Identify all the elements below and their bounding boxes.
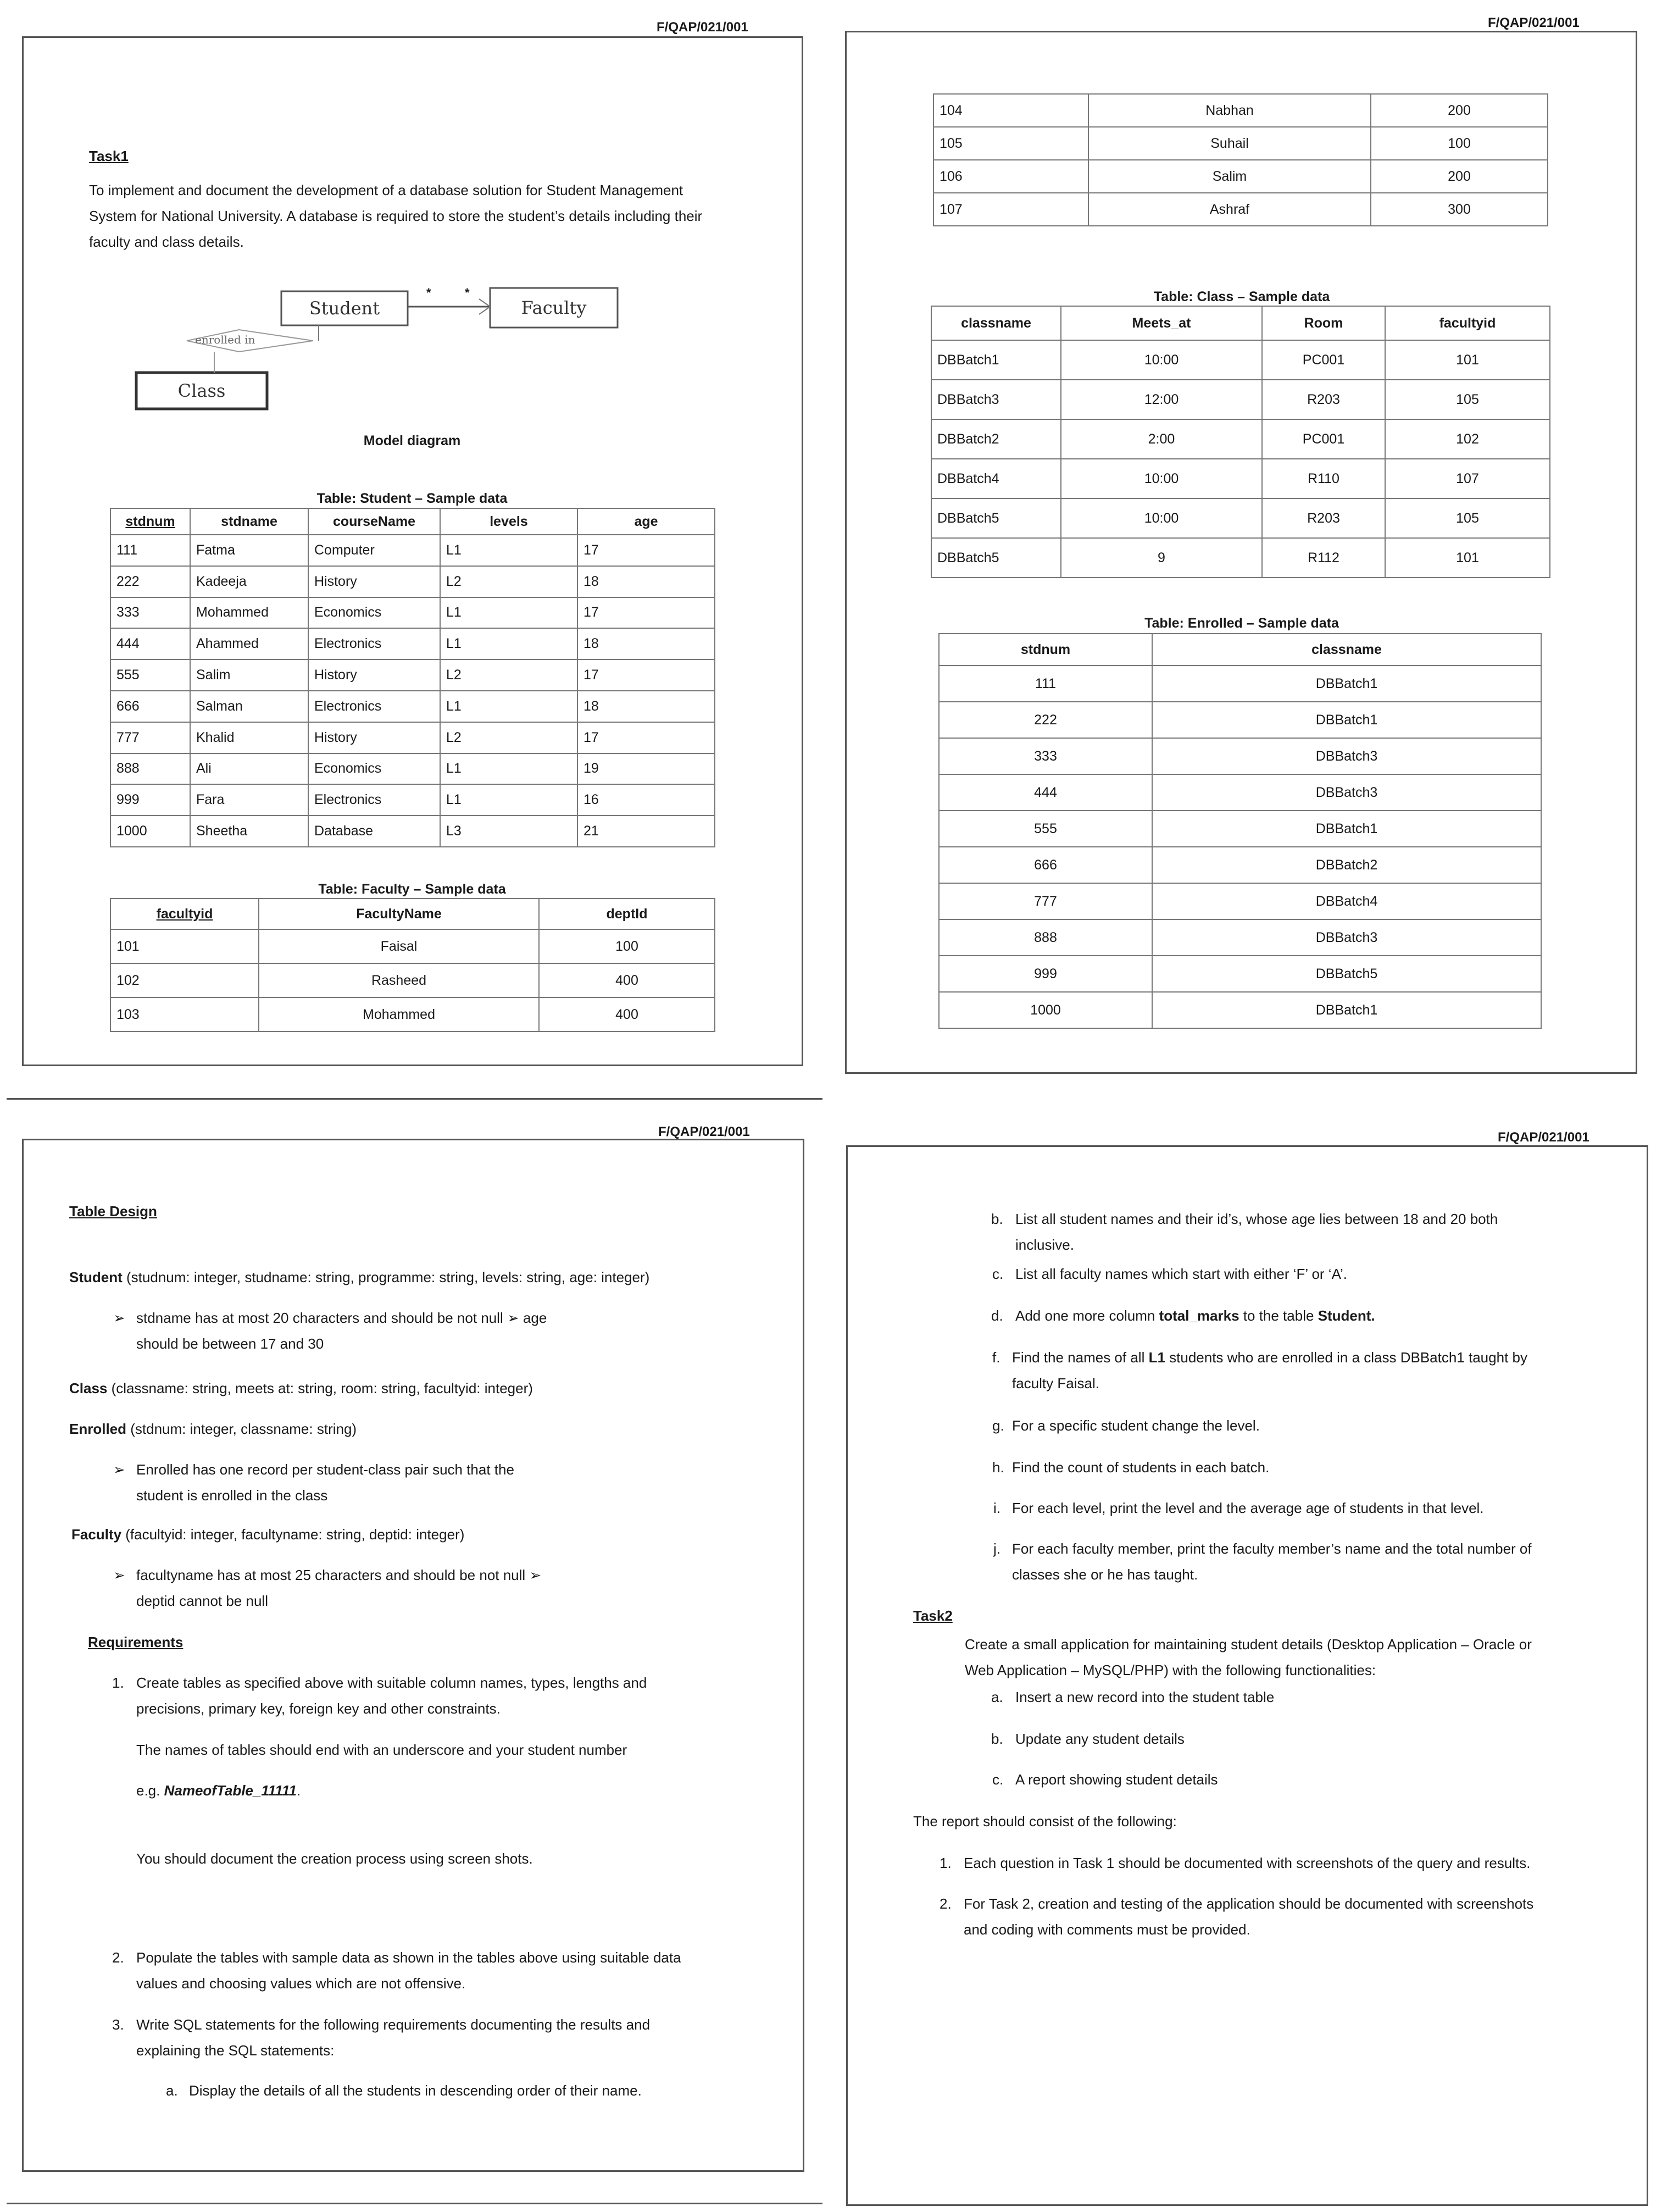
table-cell: 102 [1385,419,1550,459]
faculty-table [110,898,715,1032]
table-row [939,738,1541,774]
form-code: F/QAP/021/001 [657,20,748,35]
table-row [933,193,1548,226]
table-cell: Ahammed [190,628,308,659]
table-cell: 100 [539,929,715,963]
faculty-constraint: facultyname has at most 25 characters and should be not null ➢ [136,1567,542,1583]
page-divider [7,1098,822,1100]
table-cell: L1 [440,691,577,722]
faculty-table-caption: Table: Faculty – Sample data [318,882,506,897]
table-cell: 888 [110,753,190,785]
table-cell: DBBatch5 [931,538,1061,578]
table-cell: 333 [110,597,190,629]
table-cell: DBBatch3 [1152,919,1541,956]
list-letter: g. [992,1417,1004,1434]
requirement-3: Write SQL statements for the following requirements documenting the results and [136,2016,651,2033]
requirement-2: values and choosing values which are not offensive. [136,1975,466,1992]
requirement-2: Populate the tables with sample data as shown in the tables above using suitable data [136,1949,681,1966]
table-cell: L2 [440,566,577,597]
table-row [110,963,715,997]
list-letter: d. [991,1307,1003,1324]
requirement-1-doc: You should document the creation process using screen shots. [136,1850,533,1867]
form-code: F/QAP/021/001 [1488,15,1580,30]
table-cell: 21 [577,816,715,847]
table-cell: Rasheed [259,963,539,997]
task1-title: Task1 [89,148,129,164]
list-letter: h. [992,1459,1004,1476]
question-d: Add one more column total_marks to the table Student. [1015,1307,1375,1324]
table-design-title: Table Design [69,1203,157,1219]
table-cell: DBBatch1 [1152,811,1541,847]
student-constraint: should be between 17 and 30 [136,1335,324,1352]
table-cell: 107 [1385,459,1550,498]
table-cell: 1000 [939,992,1152,1028]
table-cell: DBBatch2 [1152,847,1541,883]
table-row [110,597,715,629]
question-j: classes she or he has taught. [1012,1566,1198,1583]
table-row [939,847,1541,883]
table-cell: 666 [939,847,1152,883]
intro-line: To implement and document the development of a database solution for Student Management [89,182,683,198]
table-row [110,628,715,659]
table-cell: 777 [939,883,1152,919]
table-cell: 2:00 [1061,419,1262,459]
report-intro: The report should consist of the following: [913,1813,1177,1830]
table-cell: Salman [190,691,308,722]
table-cell: L1 [440,597,577,629]
student-table [110,508,715,847]
bullet-arrow-icon: ➢ [113,1310,125,1326]
table-cell: 10:00 [1061,498,1262,538]
page-divider [7,2203,822,2204]
table-cell: DBBatch1 [931,340,1061,380]
table-cell: 105 [1385,498,1550,538]
table-cell: 106 [933,160,1088,193]
table-row [110,929,715,963]
table-cell: R203 [1262,498,1385,538]
table-cell: Ali [190,753,308,785]
table-cell: 400 [539,997,715,1032]
table-cell: History [308,659,440,691]
table-cell: 333 [939,738,1152,774]
table-cell: DBBatch4 [1152,883,1541,919]
list-letter: c. [992,1771,1004,1788]
list-number: 2. [112,1949,124,1966]
table-cell: Computer [308,535,440,566]
table-cell: Suhail [1088,127,1371,160]
table-cell: Faisal [259,929,539,963]
table-cell: 17 [577,659,715,691]
table-row [939,992,1541,1028]
table-cell: Sheetha [190,816,308,847]
table-cell: 19 [577,753,715,785]
table-row [939,919,1541,956]
task2-description: Create a small application for maintaining student details (Desktop Application – Oracle or [965,1636,1532,1653]
student-schema: Student (studnum: integer, studname: string, programme: string, levels: string, age: integer) [69,1269,650,1285]
column-header: FacultyName [259,899,539,929]
table-row [939,883,1541,919]
table-cell: 105 [933,127,1088,160]
table-cell: Salim [190,659,308,691]
list-number: 3. [112,2016,124,2033]
table-row [110,566,715,597]
table-cell: Mohammed [190,597,308,629]
table-cell: 200 [1371,94,1548,127]
table-cell: Database [308,816,440,847]
table-row [933,160,1548,193]
class-table [931,306,1550,578]
table-cell: 101 [1385,538,1550,578]
table-cell: 12:00 [1061,380,1262,419]
table-row [931,538,1550,578]
list-letter: i. [993,1500,1000,1516]
table-cell: 10:00 [1061,459,1262,498]
multiplicity-left: * [426,286,431,300]
table-cell: 444 [939,774,1152,811]
table-cell: 105 [1385,380,1550,419]
table-cell: 666 [110,691,190,722]
table-cell: Fara [190,784,308,816]
column-header: levels [440,508,577,535]
student-constraint: stdname has at most 20 characters and should be not null ➢ age [136,1310,547,1326]
intro-line: faculty and class details. [89,234,244,250]
table-row [931,340,1550,380]
table-cell: 101 [110,929,259,963]
table-cell: DBBatch3 [931,380,1061,419]
table-cell: L1 [440,784,577,816]
list-letter: b. [991,1731,1003,1747]
table-row [110,784,715,816]
list-letter: a. [166,2082,178,2099]
table-cell: L3 [440,816,577,847]
enrolled-table-caption: Table: Enrolled – Sample data [1144,616,1339,631]
table-cell: 16 [577,784,715,816]
faculty-constraint: deptid cannot be null [136,1593,268,1609]
table-cell: 777 [110,722,190,753]
table-cell: DBBatch1 [1152,702,1541,738]
class-table-caption: Table: Class – Sample data [1153,289,1330,304]
table-cell: 222 [110,566,190,597]
table-row [931,380,1550,419]
table-cell: R112 [1262,538,1385,578]
table-cell: 555 [110,659,190,691]
table-row [939,702,1541,738]
table-cell: History [308,722,440,753]
student-table-caption: Table: Student – Sample data [316,491,508,506]
table-cell: L2 [440,659,577,691]
column-header: facultyid [1385,306,1550,340]
question-c: List all faculty names which start with either ‘F’ or ‘A’. [1015,1266,1347,1282]
table-cell: 17 [577,535,715,566]
table-cell: DBBatch2 [931,419,1061,459]
bullet-arrow-icon: ➢ [113,1567,125,1583]
intro-line: System for National University. A database is required to store the student’s details including their [89,208,703,224]
student-entity-label: Student [309,298,380,319]
enrolled-constraint: student is enrolled in the class [136,1487,328,1504]
table-cell: 555 [939,811,1152,847]
list-letter: f. [992,1349,1000,1366]
table-cell: 1000 [110,816,190,847]
report-item-1: Each question in Task 1 should be documented with screenshots of the query and results. [964,1855,1531,1871]
task2-c: A report showing student details [1015,1771,1218,1788]
table-cell: 17 [577,722,715,753]
column-header: stdname [190,508,308,535]
table-cell: Ashraf [1088,193,1371,226]
question-i: For each level, print the level and the average age of students in that level. [1012,1500,1484,1516]
table-cell: Economics [308,753,440,785]
table-row [110,691,715,722]
list-letter: a. [991,1689,1003,1705]
table-cell: 104 [933,94,1088,127]
column-header: Meets_at [1061,306,1262,340]
faculty-entity-label: Faculty [521,297,587,318]
table-row [933,127,1548,160]
table-cell: 9 [1061,538,1262,578]
table-cell: R110 [1262,459,1385,498]
column-header: stdnum [939,634,1152,666]
table-cell: DBBatch4 [931,459,1061,498]
task2-a: Insert a new record into the student table [1015,1689,1275,1705]
table-cell: 10:00 [1061,340,1262,380]
class-schema: Class (classname: string, meets at: string, room: string, facultyid: integer) [69,1380,533,1396]
table-cell: Kadeeja [190,566,308,597]
table-cell: DBBatch3 [1152,738,1541,774]
report-item-2: and coding with comments must be provided. [964,1921,1250,1938]
requirement-3: explaining the SQL statements: [136,2042,335,2059]
question-b: List all student names and their id’s, whose age lies between 18 and 20 both [1015,1211,1498,1227]
list-letter: j. [993,1540,1000,1557]
table-cell: 107 [933,193,1088,226]
table-cell: Economics [308,597,440,629]
column-header: Room [1262,306,1385,340]
table-cell: 999 [939,956,1152,992]
column-header: deptId [539,899,715,929]
requirement-1: precisions, primary key, foreign key and other constraints. [136,1700,501,1717]
table-cell: 18 [577,628,715,659]
table-cell: 222 [939,702,1152,738]
report-item-2: For Task 2, creation and testing of the application should be documented with screenshots [964,1895,1534,1912]
question-g: For a specific student change the level. [1012,1417,1260,1434]
table-cell: 444 [110,628,190,659]
table-cell: L1 [440,535,577,566]
table-cell: DBBatch5 [931,498,1061,538]
table-cell: Nabhan [1088,94,1371,127]
task2-title: Task2 [913,1607,953,1624]
question-j: For each faculty member, print the faculty member’s name and the total number of [1012,1540,1532,1557]
table-cell: 101 [1385,340,1550,380]
table-cell: Electronics [308,628,440,659]
table-cell: Electronics [308,691,440,722]
question-b: inclusive. [1015,1237,1074,1253]
table-cell: L1 [440,628,577,659]
table-row [939,666,1541,702]
table-row [939,956,1541,992]
list-letter: b. [991,1211,1003,1227]
list-number: 1. [940,1855,952,1871]
table-cell: Fatma [190,535,308,566]
table-cell: Electronics [308,784,440,816]
faculty-table-continued [933,93,1548,226]
column-header: facultyid [110,899,259,929]
table-cell: R203 [1262,380,1385,419]
table-row [110,997,715,1032]
table-row [110,722,715,753]
table-cell: 18 [577,691,715,722]
table-cell: 400 [539,963,715,997]
column-header: classname [1152,634,1541,666]
table-cell: 103 [110,997,259,1032]
requirement-1-example: e.g. NameofTable_11111. [136,1782,301,1799]
enrolled-constraint: Enrolled has one record per student-class pair such that the [136,1461,514,1478]
question-f: Find the names of all L1 students who are enrolled in a class DBBatch1 taught by [1012,1349,1527,1366]
enrolled-table [938,633,1542,1029]
enrolled-schema: Enrolled (stdnum: integer, classname: string) [69,1421,357,1437]
class-entity-label: Class [177,380,226,401]
form-code: F/QAP/021/001 [658,1124,750,1139]
table-cell: Khalid [190,722,308,753]
table-cell: Salim [1088,160,1371,193]
list-number: 2. [940,1895,952,1912]
column-header: stdnum [110,508,190,535]
diagram-caption: Model diagram [363,433,461,448]
table-cell: DBBatch1 [1152,666,1541,702]
table-row [110,753,715,785]
table-cell: L2 [440,722,577,753]
bullet-arrow-icon: ➢ [113,1461,125,1478]
table-row [939,774,1541,811]
table-row [931,459,1550,498]
table-cell: History [308,566,440,597]
faculty-schema: Faculty (facultyid: integer, facultyname: string, deptid: integer) [71,1526,465,1543]
question-h: Find the count of students in each batch. [1012,1459,1270,1476]
table-cell: 102 [110,963,259,997]
requirement-1-note: The names of tables should end with an underscore and your student number [136,1742,627,1758]
multiplicity-right: * [465,286,470,300]
table-cell: PC001 [1262,340,1385,380]
table-cell: 888 [939,919,1152,956]
requirements-title: Requirements [88,1634,184,1650]
table-row [110,659,715,691]
table-row [110,535,715,566]
table-cell: 111 [110,535,190,566]
column-header: classname [931,306,1061,340]
table-cell: PC001 [1262,419,1385,459]
form-code: F/QAP/021/001 [1498,1130,1589,1145]
task2-description: Web Application – MySQL/PHP) with the following functionalities: [965,1662,1376,1678]
task2-b: Update any student details [1015,1731,1185,1747]
table-row [931,498,1550,538]
table-cell: DBBatch3 [1152,774,1541,811]
list-letter: c. [992,1266,1004,1282]
table-cell: Mohammed [259,997,539,1032]
table-row [110,816,715,847]
table-cell: 999 [110,784,190,816]
table-cell: 200 [1371,160,1548,193]
question-f: faculty Faisal. [1012,1375,1099,1391]
table-cell: DBBatch1 [1152,992,1541,1028]
table-row [931,419,1550,459]
table-cell: 300 [1371,193,1548,226]
table-cell: 18 [577,566,715,597]
column-header: age [577,508,715,535]
table-cell: 111 [939,666,1152,702]
table-row [933,94,1548,127]
requirement-1: Create tables as specified above with suitable column names, types, lengths and [136,1675,647,1691]
list-number: 1. [112,1675,124,1691]
relationship-label: enrolled in [195,333,255,346]
table-cell: DBBatch5 [1152,956,1541,992]
requirement-3a: Display the details of all the students in descending order of their name. [189,2082,642,2099]
table-cell: 17 [577,597,715,629]
table-cell: L1 [440,753,577,785]
table-row [939,811,1541,847]
column-header: courseName [308,508,440,535]
table-cell: 100 [1371,127,1548,160]
